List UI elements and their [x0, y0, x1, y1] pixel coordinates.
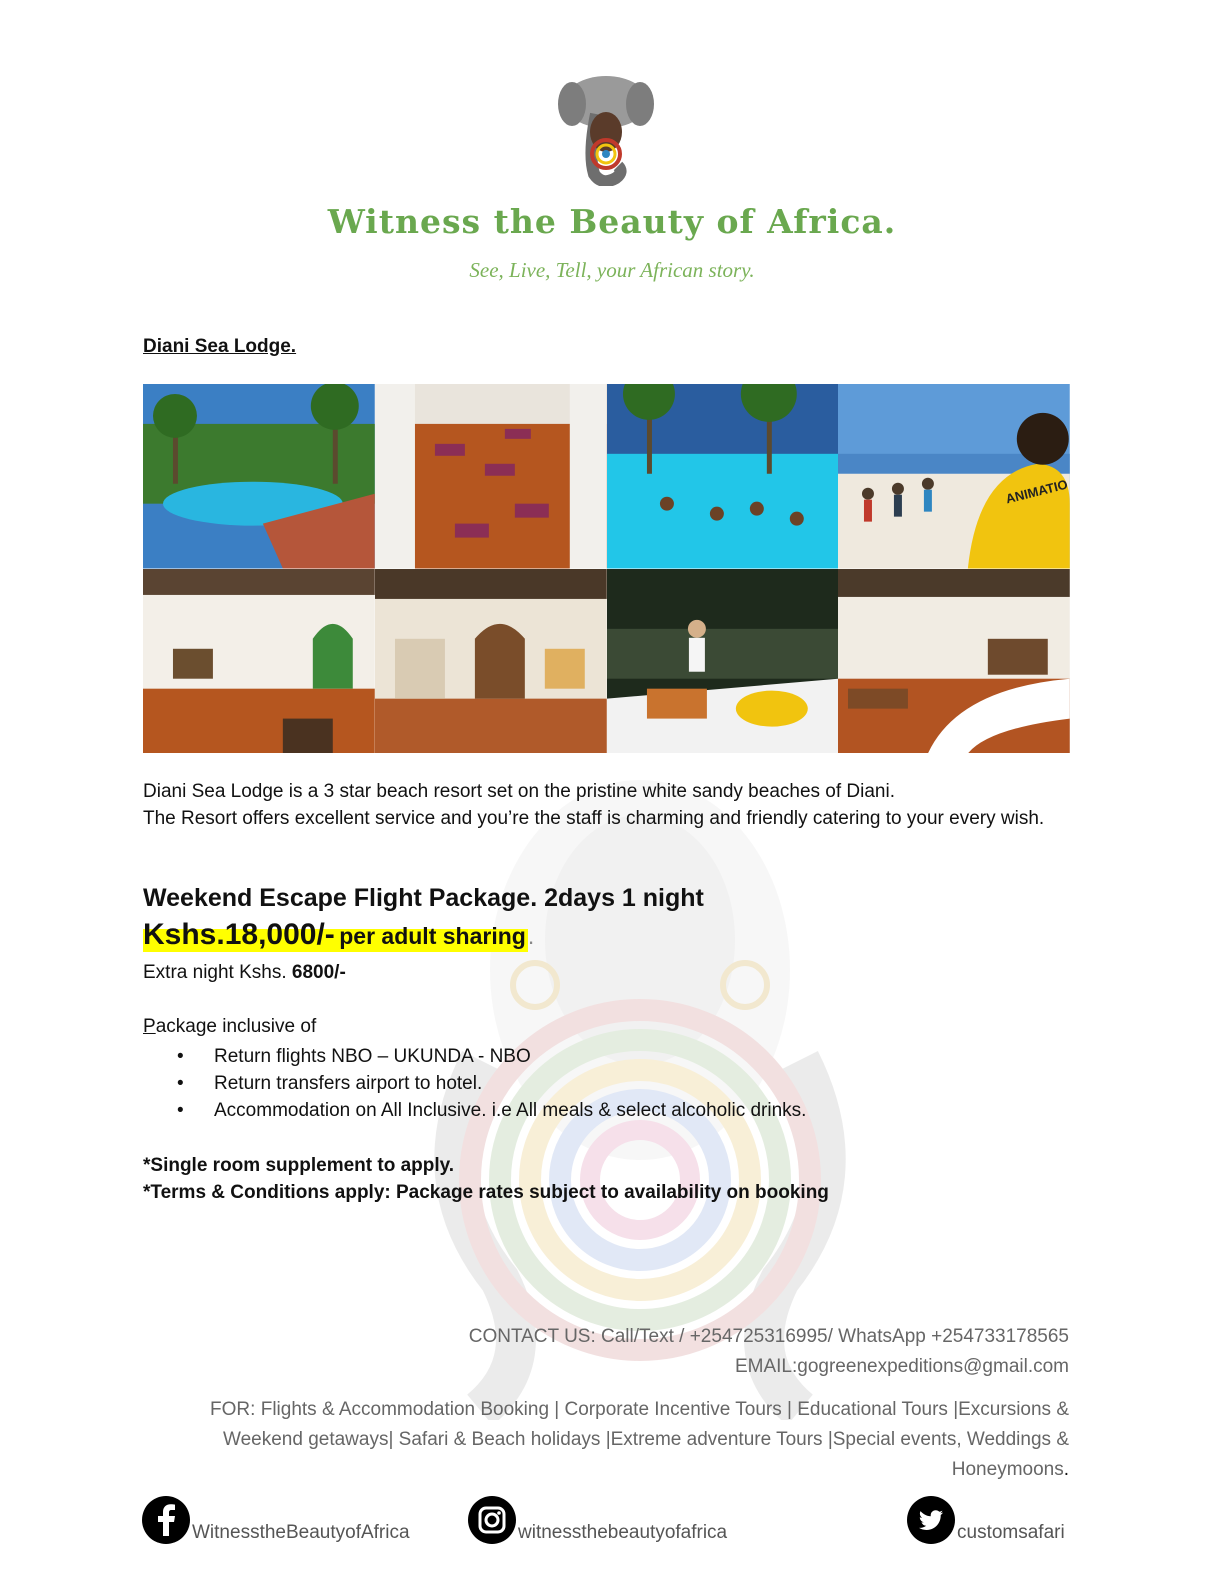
- social-facebook[interactable]: [142, 1496, 410, 1544]
- inclusions-title: Package inclusive of: [143, 1016, 317, 1037]
- twitter-handle[interactable]: customsafari: [957, 1522, 1065, 1543]
- photo-gallery: [143, 384, 1070, 753]
- price-suffix: per adult sharing: [339, 923, 526, 949]
- gallery-photo-beach: [838, 384, 1070, 569]
- social-instagram[interactable]: [468, 1496, 727, 1544]
- twitter-icon: [907, 1496, 955, 1544]
- contact-email: EMAIL:gogreenexpeditions@gmail.com: [734, 1356, 1069, 1377]
- gallery-caption: ANIMATIO: [1003, 476, 1069, 507]
- price-line: [143, 918, 534, 952]
- social-twitter[interactable]: [907, 1496, 1065, 1544]
- elephant-logo-icon: [558, 74, 654, 186]
- facebook-icon: [142, 1496, 190, 1544]
- extra-night: [143, 962, 346, 984]
- facebook-handle[interactable]: WitnesstheBeautyofAfrica: [192, 1522, 410, 1543]
- services-line: Weekend getaways| Safari & Beach holidays |Extreme adventure Tours |Special events, Weddings &: [223, 1429, 1069, 1450]
- instagram-icon: [468, 1496, 516, 1544]
- extra-night-value: 6800/-: [291, 962, 346, 983]
- gallery-photo-pool-activity: [607, 384, 839, 569]
- gallery-photo-reception: [838, 569, 1070, 754]
- resort-description: [143, 778, 1063, 832]
- gallery-photo-buffet: [607, 569, 839, 754]
- brand-title: Witness the Beauty of Africa.: [327, 202, 897, 241]
- gallery-photo-lobby: [143, 569, 375, 754]
- services-list: [149, 1395, 1069, 1485]
- services-line: Honeymoons: [951, 1459, 1064, 1480]
- note-single-supplement: *Single room supplement to apply.: [143, 1155, 455, 1176]
- brand-tagline: See, Live, Tell, your African story.: [469, 258, 755, 282]
- services-end: .: [1063, 1459, 1069, 1480]
- description-line: The Resort offers excellent service and you’re the staff is charming and friendly catering to your every wish.: [143, 808, 1045, 829]
- services-line: FOR: Flights & Accommodation Booking | Corporate Incentive Tours | Educational Tours |Excursions &: [210, 1399, 1069, 1420]
- gallery-photo-restaurant: [375, 384, 607, 569]
- price-end: .: [527, 923, 535, 949]
- list-item: • Return transfers airport to hotel.: [177, 1073, 483, 1094]
- description-line: Diani Sea Lodge is a 3 star beach resort set on the pristine white sandy beaches of Diani.: [143, 781, 895, 802]
- inclusions-list: [143, 1044, 806, 1125]
- list-item: • Accommodation on All Inclusive. i.e All meals & select alcoholic drinks.: [177, 1100, 807, 1121]
- note-terms: *Terms & Conditions apply: Package rates subject to availability on booking: [143, 1182, 829, 1203]
- list-item: • Return flights NBO – UKUNDA - NBO: [177, 1046, 531, 1067]
- instagram-handle[interactable]: witnessthebeautyofafrica: [518, 1522, 728, 1543]
- package-price: Kshs.18,000/-: [143, 918, 335, 951]
- contact-phone: CONTACT US: Call/Text / +254725316995/ WhatsApp +254733178565: [468, 1326, 1069, 1347]
- package-title: Weekend Escape Flight Package. 2days 1 night: [143, 884, 704, 912]
- package-notes: [143, 1152, 829, 1206]
- extra-night-label: Extra night Kshs.: [143, 962, 287, 983]
- contact-block: [469, 1322, 1069, 1382]
- gallery-photo-pool: [143, 384, 375, 569]
- resort-name: Diani Sea Lodge.: [143, 336, 297, 357]
- gallery-photo-corridor: [375, 569, 607, 754]
